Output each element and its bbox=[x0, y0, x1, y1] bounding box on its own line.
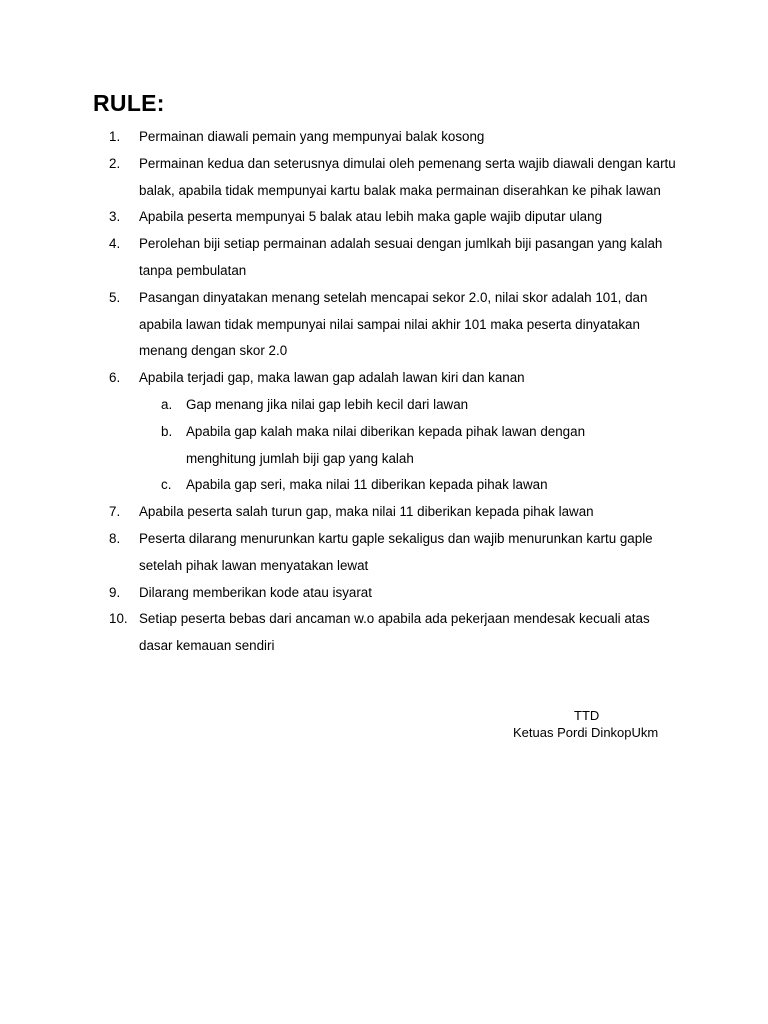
rule-text: Apabila peserta salah turun gap, maka nilai 11 diberikan kepada pihak lawan bbox=[139, 504, 594, 520]
rule-item-8 bbox=[0, 526, 684, 580]
rule-text: Pasangan dinyatakan menang setelah mencapai sekor 2.0, nilai skor adalah 101, dan apabila lawan tidak mempunyai nilai sampai nilai akhir 101 maka peserta dinyatakan menang dengan skor 2.0 bbox=[139, 289, 648, 359]
signature-name: Ketuas Pordi DinkopUkm bbox=[513, 725, 659, 740]
rule-text: Dilarang memberikan kode atau isyarat bbox=[139, 584, 372, 600]
rule-item-4 bbox=[0, 231, 684, 285]
rule-item-9 bbox=[0, 580, 684, 607]
subrule-item-b bbox=[139, 419, 646, 473]
rule-text: Perolehan biji setiap permainan adalah sesuai dengan jumlkah biji pasangan yang kalah tanpa pembulatan bbox=[139, 236, 663, 278]
rule-number: 4. bbox=[109, 236, 121, 252]
rule-number: 5. bbox=[109, 289, 121, 305]
rule-number: 1. bbox=[109, 129, 121, 144]
rule-text: Peserta dilarang menurunkan kartu gaple sekaligus dan wajib menurunkan kartu gaple setelah pihak lawan menyatakan lewat bbox=[139, 530, 653, 573]
signature-ttd: TTD bbox=[574, 708, 600, 723]
document-title: RULE: bbox=[93, 90, 165, 116]
rule-item-7 bbox=[0, 499, 684, 526]
rule-number: 10. bbox=[109, 611, 128, 627]
rule-item-10 bbox=[0, 606, 684, 660]
rule-number: 6. bbox=[109, 370, 121, 386]
subrule-letter: a. bbox=[161, 396, 173, 412]
rule-text: Permainan kedua dan seterusnya dimulai oleh pemenang serta wajib diawali dengan kartu balak, apabila tidak mempunyai kartu balak maka permainan diserahkan ke pihak lawan bbox=[139, 155, 676, 198]
rule-number: 7. bbox=[109, 504, 121, 520]
subrule-text: Apabila gap kalah maka nilai diberikan kepada pihak lawan dengan menghitung jumlah biji gap yang kalah bbox=[186, 423, 586, 466]
rule-text: Apabila peserta mempunyai 5 balak atau lebih maka gaple wajib diputar ulang bbox=[139, 209, 603, 225]
subrule-letter: c. bbox=[161, 477, 172, 493]
rule-6-sublist bbox=[139, 392, 684, 499]
rule-number: 8. bbox=[109, 530, 121, 546]
subrule-item-c bbox=[139, 472, 646, 499]
rule-number: 2. bbox=[109, 155, 121, 171]
rule-item-2 bbox=[0, 151, 684, 205]
rule-text: Setiap peserta bebas dari ancaman w.o apabila ada pekerjaan mendesak kecuali atas dasar kemauan sendiri bbox=[139, 611, 650, 654]
rule-item-6 bbox=[0, 365, 684, 499]
subrule-text: Apabila gap seri, maka nilai 11 diberikan kepada pihak lawan bbox=[186, 477, 548, 493]
rule-text: Apabila terjadi gap, maka lawan gap adalah lawan kiri dan kanan bbox=[139, 370, 525, 386]
rules-list bbox=[0, 124, 768, 660]
rule-text: Permainan diawali pemain yang mempunyai balak kosong bbox=[139, 129, 485, 144]
rule-number: 3. bbox=[109, 209, 121, 225]
subrule-letter: b. bbox=[161, 423, 173, 439]
rule-number: 9. bbox=[109, 584, 121, 600]
rule-item-5 bbox=[0, 285, 684, 365]
subrule-item-a bbox=[139, 392, 646, 419]
rule-item-3 bbox=[0, 204, 684, 231]
rule-item-1 bbox=[0, 124, 684, 151]
subrule-text: Gap menang jika nilai gap lebih kecil dari lawan bbox=[186, 396, 469, 412]
